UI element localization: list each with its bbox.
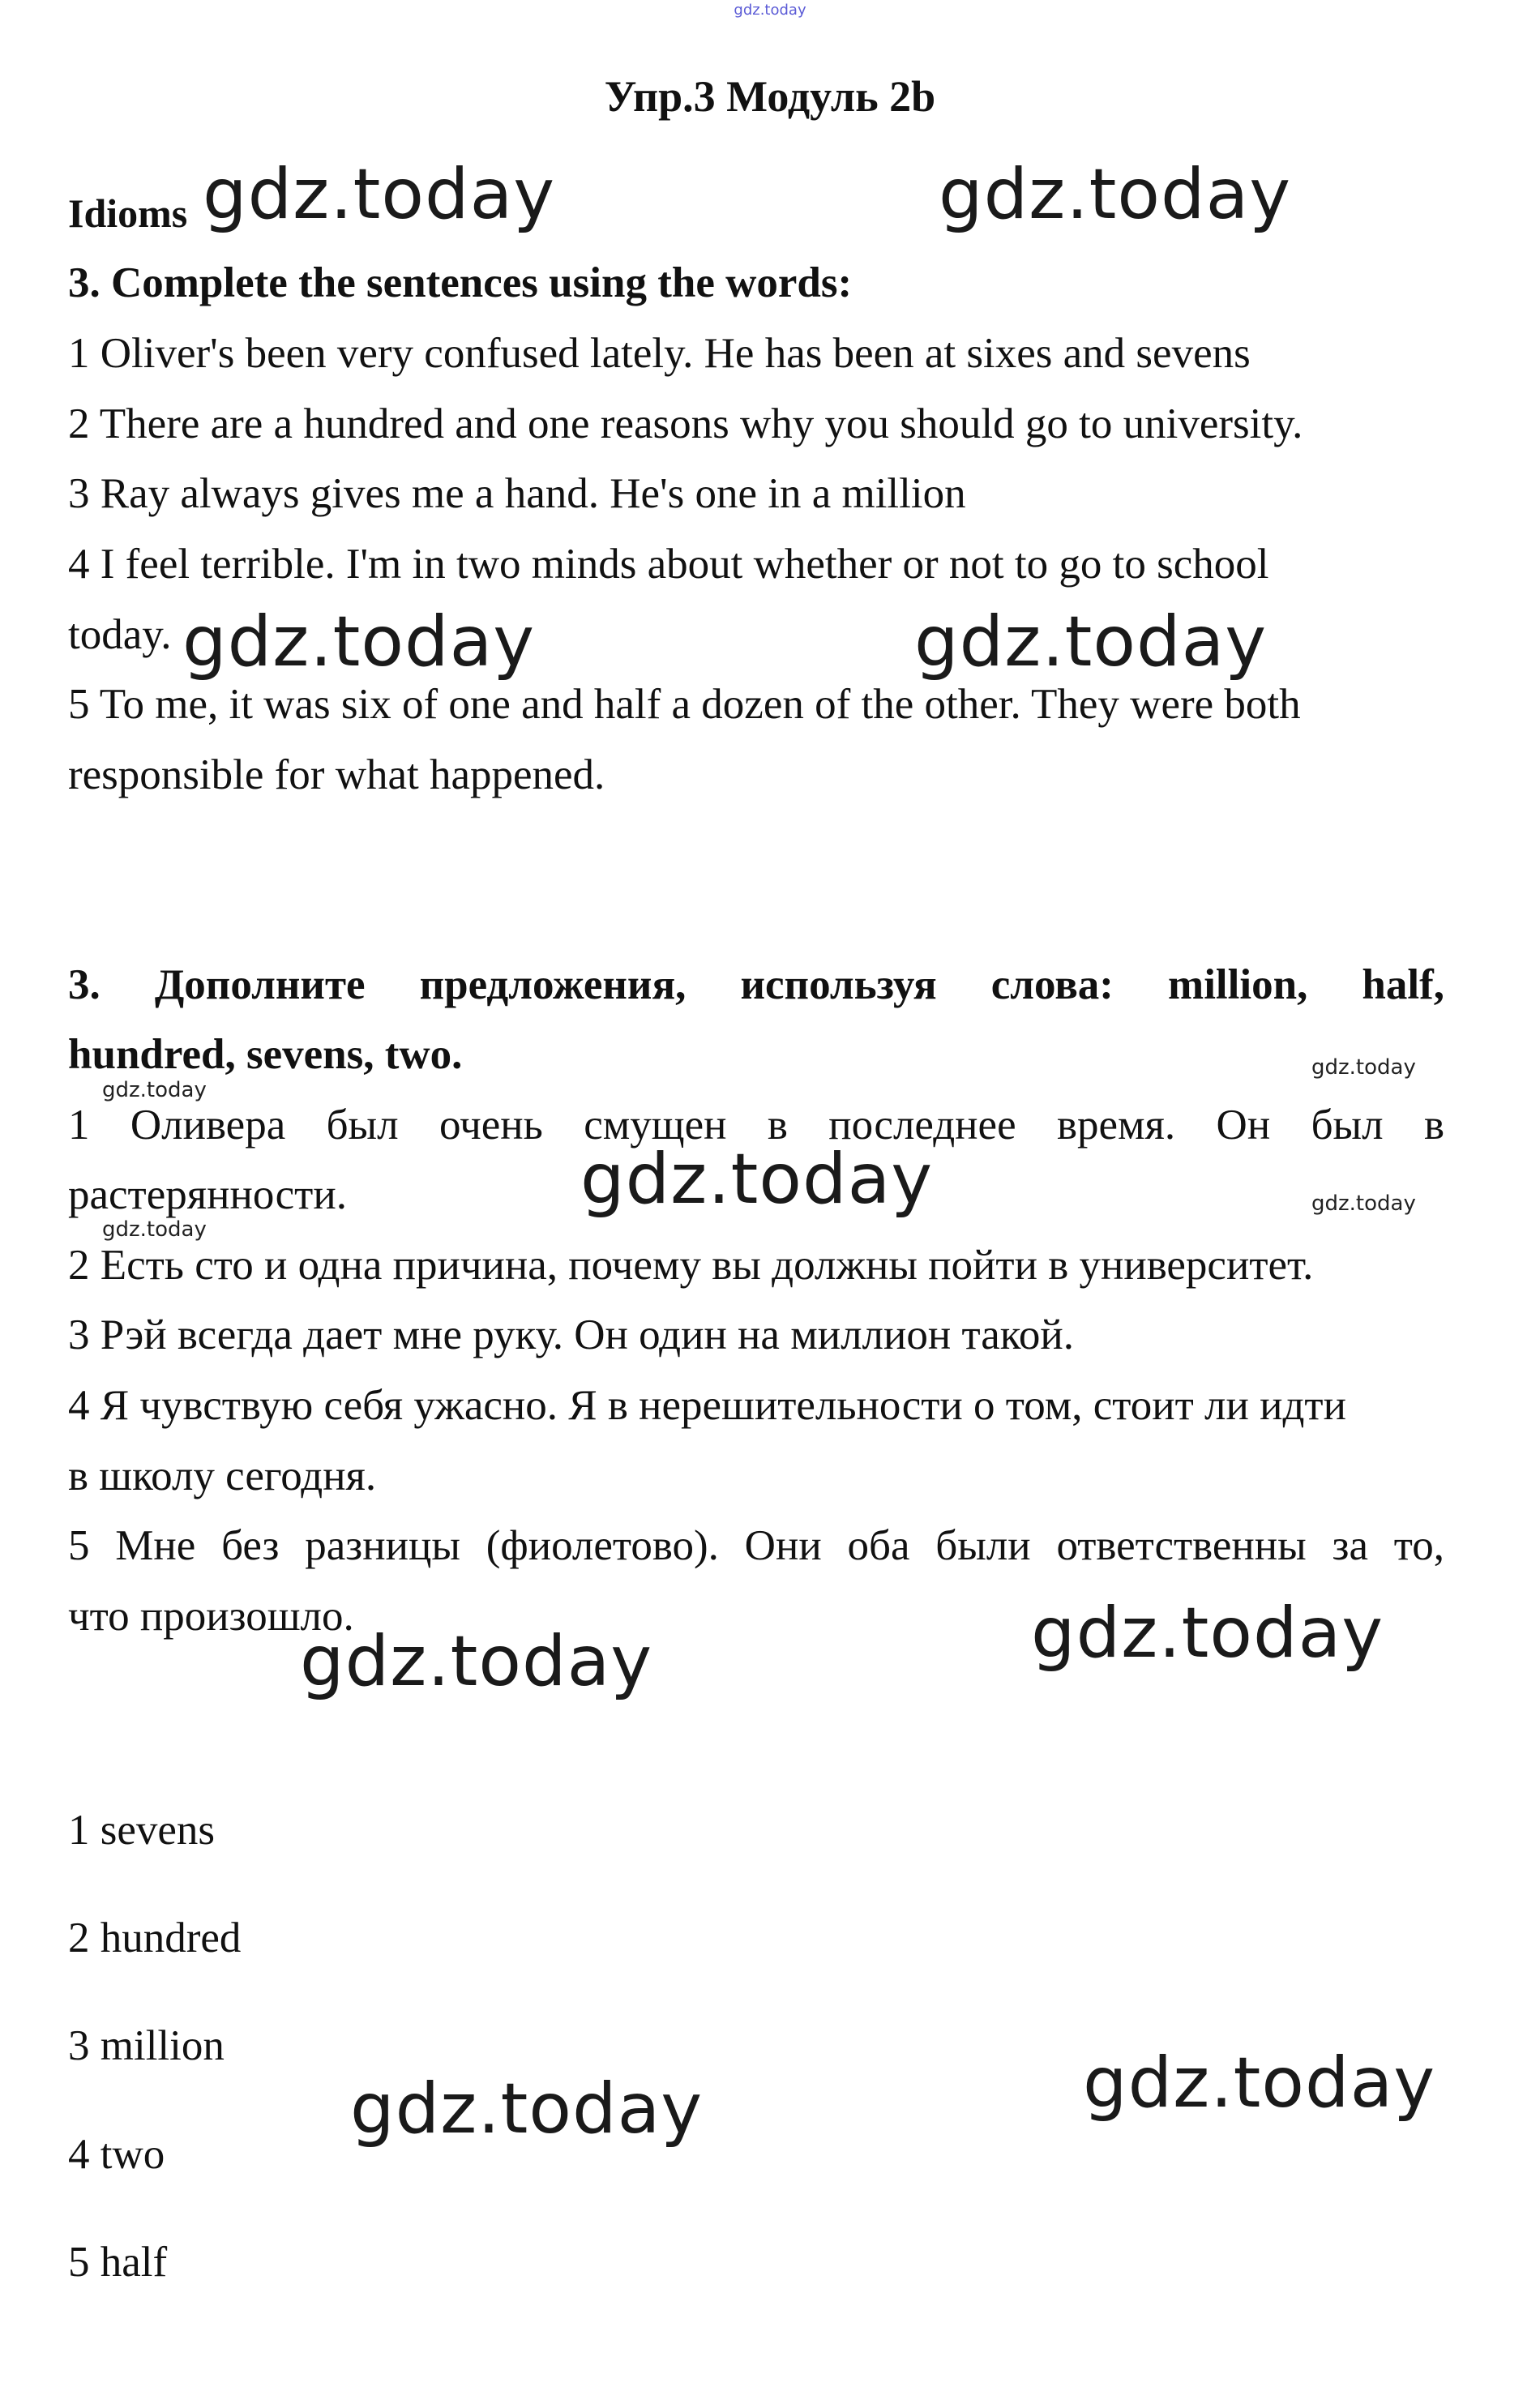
answer-1: 1 sevens	[68, 1807, 216, 1854]
watermark: gdz.today	[182, 601, 536, 682]
answer-5: 5 half	[68, 2239, 168, 2286]
watermark-small: gdz.today	[1311, 1191, 1416, 1216]
english-line-4-cont: today.	[68, 611, 172, 658]
watermark: gdz.today	[1031, 1593, 1384, 1674]
watermark-small: gdz.today	[1311, 1055, 1416, 1080]
english-line-4: 4 I feel terrible. I'm in two minds about whether or not to go to school	[68, 541, 1269, 588]
russian-line-3: 3 Рэй всегда дает мне руку. Он один на миллион такой.	[68, 1311, 1074, 1358]
russian-line-2: 2 Есть сто и одна причина, почему вы должны пойти в университет.	[68, 1242, 1314, 1289]
section-label: Idioms	[68, 190, 188, 236]
answer-4: 4 two	[68, 2131, 165, 2178]
watermark: gdz.today	[914, 601, 1268, 682]
english-line-2: 2 There are a hundred and one reasons why you should go to university.	[68, 400, 1303, 447]
watermark-small: gdz.today	[102, 1217, 207, 1242]
russian-line-4-cont: в школу сегодня.	[68, 1452, 377, 1499]
russian-task-line-2: hundred, sevens, two.	[68, 1031, 463, 1078]
russian-line-5: 5 Мне без разницы (фиолетово). Они оба были ответственны за то,	[68, 1522, 1444, 1569]
watermark: gdz.today	[350, 2068, 704, 2150]
english-line-3: 3 Ray always gives me a hand. He's one in a million	[68, 470, 966, 517]
russian-line-1-cont: растерянности.	[68, 1171, 347, 1218]
russian-line-5-cont: что произошло.	[68, 1593, 354, 1640]
watermark: gdz.today	[1083, 2043, 1436, 2124]
watermark-small: gdz.today	[102, 1078, 207, 1102]
page-title: Упр.3 Модуль 2b	[604, 72, 936, 121]
watermark: gdz.today	[580, 1139, 934, 1220]
english-line-5: 5 To me, it was six of one and half a dozen of the other. They were both	[68, 681, 1301, 728]
russian-task-line-1: 3. Дополните предложения, используя слова: million, half,	[68, 961, 1444, 1008]
english-line-5-cont: responsible for what happened.	[68, 751, 605, 798]
russian-line-4: 4 Я чувствую себя ужасно. Я в нерешительности о том, стоит ли идти	[68, 1382, 1346, 1429]
header-watermark: gdz.today	[734, 2, 806, 19]
watermark: gdz.today	[939, 154, 1292, 235]
watermark: gdz.today	[203, 154, 556, 235]
english-line-1: 1 Oliver's been very confused lately. He has been at sixes and sevens	[68, 330, 1251, 377]
answer-3: 3 million	[68, 2022, 225, 2069]
russian-line-1: 1 Оливера был очень смущен в последнее время. Он был в	[68, 1102, 1444, 1149]
watermark: gdz.today	[300, 1621, 653, 1702]
answer-2: 2 hundred	[68, 1914, 242, 1961]
english-task: 3. Complete the sentences using the words:	[68, 259, 853, 306]
